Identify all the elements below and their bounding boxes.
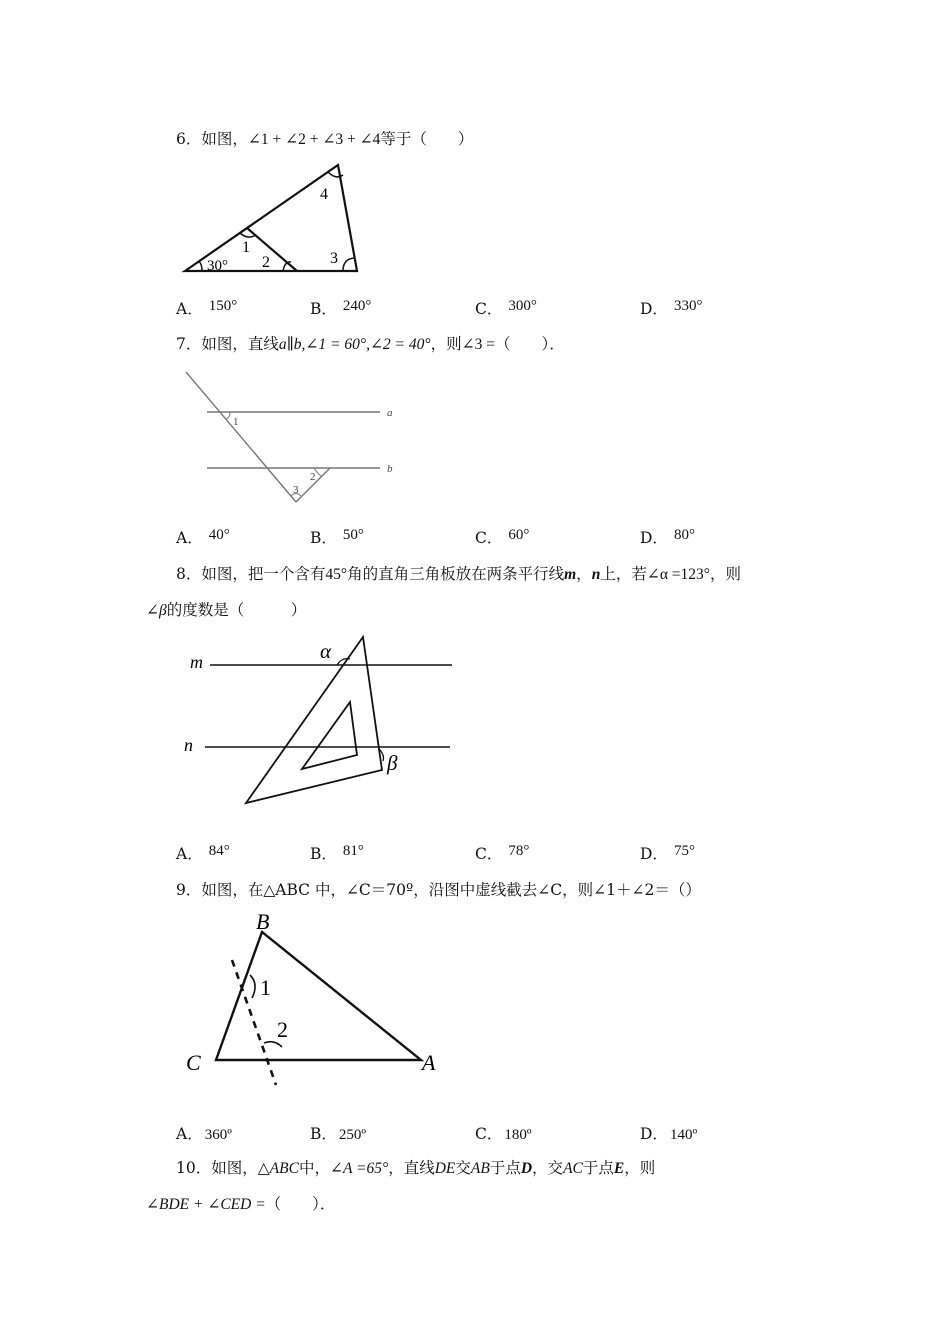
math-expression: a∥b,∠1 = 60°,∠2 = 40° [278, 336, 431, 353]
question-number: 7． [176, 335, 202, 353]
figure-q8-set-square [180, 630, 470, 810]
math-expression: ∠BDE + ∠CED = [146, 1196, 266, 1213]
question-text: 如图，直线 [201, 335, 279, 353]
option-letter: B． [310, 529, 337, 547]
question-text: ，直线 [388, 1159, 435, 1177]
option-letter: A． [176, 529, 203, 547]
question-9-stem: 9．如图，在△ABC 中，∠C＝70º，沿图中虚线截去∠C，则∠1＋∠2＝（） [176, 881, 701, 899]
question-text: 交 [455, 1159, 471, 1177]
math-expression: ∠A =65° [329, 1160, 389, 1177]
question-10-stem [176, 1156, 655, 1178]
question-8-stem [176, 562, 741, 584]
option-letter: C． [475, 300, 503, 318]
option-value: 81° [342, 843, 364, 859]
question-number: 6． [176, 130, 202, 148]
option-value: 180º [504, 1127, 532, 1143]
angle-arc-2 [283, 262, 291, 271]
label-2: 2 [310, 471, 316, 483]
triangle-abc [216, 932, 421, 1060]
option-letter: D． [640, 1125, 668, 1143]
math-expression: ∠α =123° [646, 566, 711, 583]
math-expression: ∠3 = [461, 336, 495, 353]
label-2: 2 [277, 1017, 288, 1042]
question-7-stem [176, 332, 565, 354]
question-text: ，则 [430, 335, 462, 353]
option-b[interactable] [310, 1122, 366, 1144]
figure-q9-triangle [180, 905, 450, 1090]
option-value: 84° [208, 843, 230, 859]
option-value: 250º [338, 1127, 367, 1143]
label-c: C [186, 1050, 201, 1075]
question-text: 如图，把一个含有 [201, 565, 326, 583]
option-letter: D． [640, 845, 668, 863]
question-text: （ ）． [265, 1195, 336, 1213]
option-value: 50° [342, 527, 364, 543]
option-a[interactable] [176, 1122, 232, 1144]
option-letter: C． [475, 845, 503, 863]
math-variable: E [613, 1160, 625, 1177]
question-text: 角的直角三角板放在两条平行线 [347, 565, 565, 583]
angle-arc-2 [264, 1042, 282, 1047]
label-n: n [184, 735, 193, 755]
option-value: 75° [673, 843, 695, 859]
option-letter: C． [475, 529, 503, 547]
question-text: （ ）． [494, 335, 565, 353]
math-variable: n [591, 566, 601, 583]
question-text: 于点 [489, 1159, 521, 1177]
label-3: 3 [330, 250, 338, 267]
option-letter: C． [475, 1125, 503, 1143]
question-number: 8． [176, 565, 202, 583]
question-text: 等于（ ） [380, 130, 474, 148]
label-a: a [387, 407, 393, 419]
option-c[interactable] [475, 842, 529, 864]
option-value: 300° [508, 298, 537, 314]
option-letter: A． [176, 300, 203, 318]
label-4: 4 [320, 186, 328, 203]
label-1: 1 [260, 975, 271, 1000]
option-letter: B． [310, 300, 337, 318]
option-letter: A． [176, 845, 203, 863]
math-variable: m [564, 566, 577, 583]
math-expression: 45° [325, 566, 348, 583]
angle-arc-1 [250, 975, 255, 998]
angle-arc-3 [343, 258, 354, 271]
option-value: 140º [669, 1127, 698, 1143]
option-c[interactable] [475, 1122, 532, 1144]
question-text: 于点 [582, 1159, 614, 1177]
label-alpha: α [320, 639, 332, 663]
math-expression: ∠1 + ∠2 + ∠3 + ∠4 [247, 131, 381, 148]
math-expression: ∠β [146, 602, 167, 619]
question-text: 上，若 [600, 565, 647, 583]
option-letter: A． [176, 1125, 203, 1143]
option-c[interactable] [475, 526, 529, 548]
question-text: ，则 [624, 1159, 656, 1177]
math-variable: AC [563, 1160, 583, 1177]
inner-segment [247, 228, 297, 271]
label-b: b [387, 463, 393, 475]
option-letter: B． [310, 1125, 337, 1143]
option-value: 360º [204, 1127, 232, 1143]
option-c[interactable] [475, 297, 537, 319]
option-b[interactable] [310, 297, 371, 319]
question-number: 10． [176, 1159, 212, 1177]
question-text: ，则 [710, 565, 742, 583]
option-a[interactable] [176, 297, 237, 319]
option-d[interactable] [640, 526, 695, 548]
option-d[interactable] [640, 842, 695, 864]
label-b: B [256, 909, 270, 934]
question-text: 如图， [201, 130, 248, 148]
math-expression: △ABC [257, 1160, 299, 1177]
option-b[interactable] [310, 526, 364, 548]
option-value: 78° [508, 843, 530, 859]
math-variable: DE [434, 1160, 456, 1177]
outer-triangle [246, 637, 382, 803]
question-6-stem [176, 127, 473, 149]
figure-q6-triangle [180, 160, 370, 280]
label-a: A [422, 1050, 436, 1075]
question-text: 如图， [211, 1159, 258, 1177]
option-letter: D． [640, 529, 668, 547]
transversal-1 [186, 372, 296, 502]
option-d[interactable] [640, 1122, 697, 1144]
question-text: 的度数是（ ） [166, 601, 307, 619]
option-value: 60° [508, 527, 530, 543]
figure-q7-parallel-lines [180, 365, 410, 510]
label-m: m [190, 652, 203, 672]
math-variable: D [520, 1160, 533, 1177]
label-1: 1 [242, 239, 250, 256]
option-value: 150° [208, 298, 238, 314]
question-text: ， [576, 565, 592, 583]
option-letter: D． [640, 300, 668, 318]
question-text: ，交 [532, 1159, 564, 1177]
option-d[interactable] [640, 297, 702, 319]
label-beta: β [387, 751, 398, 775]
option-value: 40° [208, 527, 230, 543]
question-8-stem-line2 [146, 598, 306, 620]
label-3: 3 [293, 484, 299, 496]
question-text: 中， [298, 1159, 330, 1177]
option-a[interactable] [176, 842, 230, 864]
label-2: 2 [262, 254, 270, 271]
angle-arc-1 [226, 412, 230, 419]
label-30-degree: 30° [207, 258, 228, 274]
option-value: 80° [673, 527, 695, 543]
option-b[interactable] [310, 842, 364, 864]
math-variable: AB [470, 1160, 490, 1177]
option-letter: B． [310, 845, 337, 863]
option-a[interactable] [176, 526, 230, 548]
label-1: 1 [233, 416, 239, 428]
option-value: 240° [342, 298, 372, 314]
question-10-stem-line2 [146, 1192, 335, 1214]
option-value: 330° [673, 298, 703, 314]
